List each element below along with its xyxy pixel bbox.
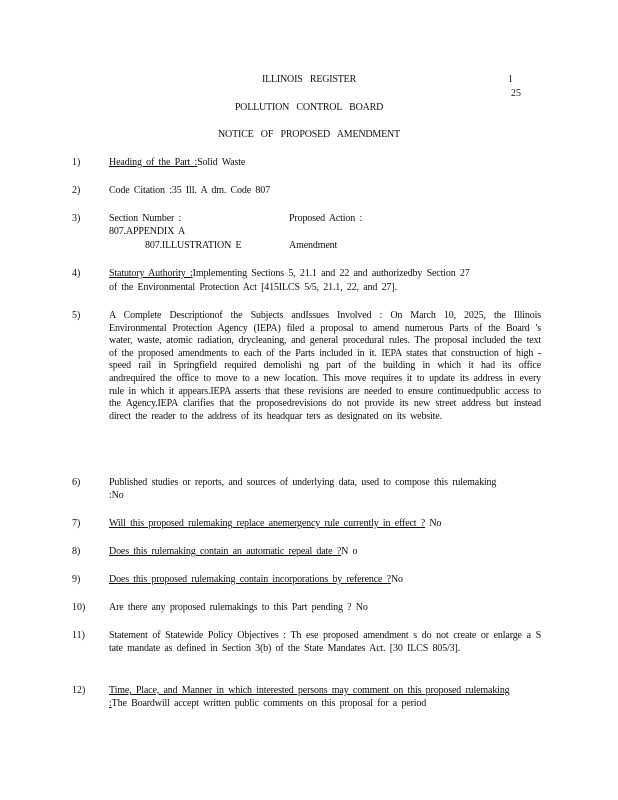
item-text: Code Citation :35 Ill. A dm. Code 807: [109, 185, 270, 196]
item-heading: Will this proposed rulemaking replace anemergency rule currently in effect ?: [109, 518, 426, 529]
item-number: 7): [72, 518, 81, 529]
item-body: [109, 157, 541, 170]
proposed-action-label: Proposed Action :: [289, 213, 363, 224]
item-text: The Boardwill accept written public comments on this proposal for a period: [111, 697, 427, 709]
item-number: 6): [72, 477, 81, 488]
item-heading: Time, Place, and Manner in which interested persons may comment on this proposed rulemaking :: [109, 685, 510, 709]
item-number: 11): [72, 630, 85, 641]
item-number: 9): [72, 574, 81, 585]
item-number: 5): [72, 310, 81, 321]
item-text: A Complete Descriptionof the Subjects andIssues Involved : On March 10, 2025, the Illinois Environmental Protection Agency (IEPA) filed a proposal to amend numerous Parts of the Board 's water, waste, atomic radiation, drycleaning, and general procedural rules. The proposal included the text of the proposed amendments to each of the Parts included in it. IEPA states that construction of high -speed rail in Springfield required demolishi ng part of the building in which it had its office andrequired the office to move to a new location. This move requires it to update its address in every rule in which it appears.IEPA asserts that these revisions are needed to ensure continuedpublic access to the Agency.IEPA clarifies that the proposedrevisions do not provide its new street address but instead direct the reader to the address of its headquar ters as designated on its website.: [109, 310, 541, 422]
item-text: Published studies or reports, and sources of underlying data, used to compose this rulemaking :No: [109, 477, 497, 501]
item-number: 12): [72, 685, 86, 696]
section-number-label: Section Number :: [109, 213, 182, 224]
item-heading: Does this rulemaking contain an automatic repeal date ?: [109, 546, 342, 557]
page-sub-number: 25: [511, 88, 521, 99]
section-value-2: 807.ILLUSTRATION E: [145, 240, 242, 251]
item-number: 1): [72, 157, 81, 168]
item-number: 10): [72, 602, 86, 613]
item-text: No: [390, 574, 403, 585]
item-number: 3): [72, 213, 81, 224]
item-3: [72, 213, 552, 253]
section-value-1: 807.APPENDIX A: [109, 226, 186, 237]
item-number: 2): [72, 185, 81, 196]
register-title: ILLINOIS REGISTER: [261, 74, 357, 85]
item-text: Solid Waste: [197, 157, 246, 168]
item-heading: Statutory Authority :: [109, 268, 193, 279]
item-body: [109, 574, 541, 587]
item-body: [109, 268, 541, 281]
item-number: 4): [72, 268, 81, 279]
item-number: 8): [72, 546, 81, 557]
item-body: [109, 518, 541, 531]
item-body: [109, 546, 541, 559]
notice-title: NOTICE OF PROPOSED AMENDMENT: [218, 129, 400, 140]
item-text: Statement of Statewide Policy Objectives : Th ese proposed amendment s do not create or enlarge a S tate mandate as defined in Section 3(b) of the State Mandates Act. [30 ILCS 805/3].: [109, 630, 541, 654]
page-number: 1: [508, 74, 513, 85]
item-heading: Does this proposed rulemaking contain incorporations by reference ?: [109, 574, 391, 585]
item-heading: Heading of the Part :: [109, 157, 198, 168]
board-title: POLLUTION CONTROL BOARD: [234, 102, 384, 113]
item-text: Are there any proposed rulemakings to this Part pending ? No: [109, 602, 368, 613]
item-body: [109, 685, 529, 710]
item-text-line2: of the Environmental Protection Act [415ILCS 5/5, 21.1, 22, and 27].: [109, 282, 397, 293]
action-value: Amendment: [289, 240, 338, 251]
item-text: No: [425, 518, 442, 529]
item-text: N o: [341, 546, 358, 557]
item-text: Implementing Sections 5, 21.1 and 22 and authorizedby Section 27: [192, 268, 470, 279]
